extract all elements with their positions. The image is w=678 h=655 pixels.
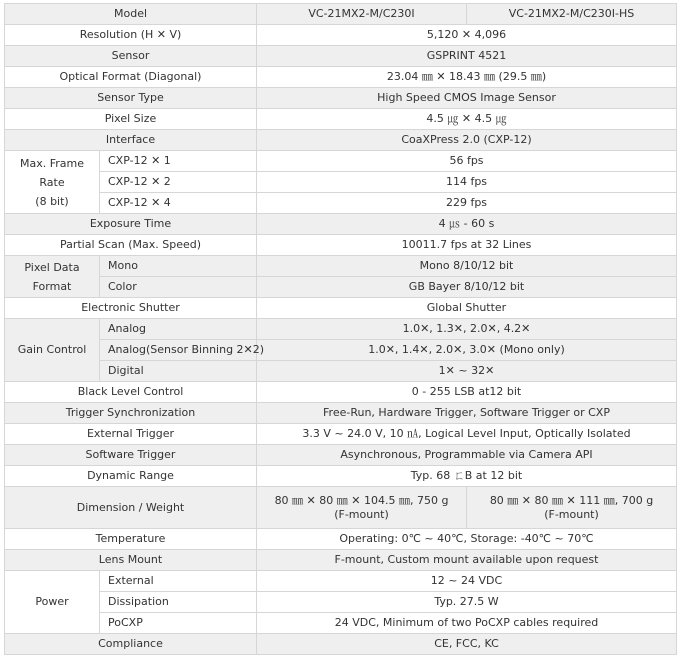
pixel-format-sub: Color bbox=[100, 277, 257, 298]
frame-rate-label-line2: (8 bit) bbox=[35, 194, 69, 208]
dimension-value-1 bbox=[257, 487, 467, 529]
gain-sub: Analog bbox=[100, 319, 257, 340]
pixel-format-sub: Mono bbox=[100, 256, 257, 277]
row-sensor-type bbox=[5, 88, 677, 109]
trigger-sync-label: Trigger Synchronization bbox=[5, 403, 257, 424]
row-black-level bbox=[5, 382, 677, 403]
power-label: Power bbox=[5, 571, 100, 634]
sensor-type-label: Sensor Type bbox=[5, 88, 257, 109]
frame-rate-label-line1: Max. Frame Rate bbox=[19, 156, 84, 189]
power-sub: External bbox=[100, 571, 257, 592]
frame-rate-label bbox=[5, 151, 100, 214]
power-sub: Dissipation bbox=[100, 592, 257, 613]
row-shutter bbox=[5, 298, 677, 319]
gain-label: Gain Control bbox=[5, 319, 100, 382]
frame-rate-sub: CXP-12 ✕ 2 bbox=[100, 172, 257, 193]
exposure-value: 4 ㎲ - 60 s bbox=[257, 214, 677, 235]
dimension-value-2-line1: 80 ㎜ ✕ 80 ㎜ ✕ 111 ㎜, 700 g bbox=[489, 493, 654, 507]
row-software-trigger bbox=[5, 445, 677, 466]
row-pixel-format-1 bbox=[5, 256, 677, 277]
frame-rate-sub: CXP-12 ✕ 4 bbox=[100, 193, 257, 214]
temperature-label: Temperature bbox=[5, 529, 257, 550]
model-label: Model bbox=[5, 4, 257, 25]
sensor-label: Sensor bbox=[5, 46, 257, 67]
compliance-label: Compliance bbox=[5, 634, 257, 655]
row-trigger-sync bbox=[5, 403, 677, 424]
optical-format-label: Optical Format (Diagonal) bbox=[5, 67, 257, 88]
row-power-1 bbox=[5, 571, 677, 592]
pixel-format-value: Mono 8/10/12 bit bbox=[257, 256, 677, 277]
row-lens-mount bbox=[5, 550, 677, 571]
external-trigger-value: 3.3 V ~ 24.0 V, 10 ㎁, Logical Level Input, Optically Isolated bbox=[257, 424, 677, 445]
dimension-value-1-line2: (F-mount) bbox=[334, 507, 389, 521]
spec-table bbox=[4, 3, 677, 655]
software-trigger-value: Asynchronous, Programmable via Camera API bbox=[257, 445, 677, 466]
trigger-sync-value: Free-Run, Hardware Trigger, Software Trigger or CXP bbox=[257, 403, 677, 424]
lens-mount-value: F-mount, Custom mount available upon request bbox=[257, 550, 677, 571]
frame-rate-value: 229 fps bbox=[257, 193, 677, 214]
row-interface bbox=[5, 130, 677, 151]
row-external-trigger bbox=[5, 424, 677, 445]
row-gain-2 bbox=[5, 340, 677, 361]
row-compliance bbox=[5, 634, 677, 655]
shutter-value: Global Shutter bbox=[257, 298, 677, 319]
row-optical-format bbox=[5, 67, 677, 88]
dimension-value-2 bbox=[467, 487, 677, 529]
row-resolution bbox=[5, 25, 677, 46]
pixel-format-label-line2: Format bbox=[32, 279, 72, 293]
pixel-format-value: GB Bayer 8/10/12 bit bbox=[257, 277, 677, 298]
row-gain-3 bbox=[5, 361, 677, 382]
gain-sub: Digital bbox=[100, 361, 257, 382]
frame-rate-sub: CXP-12 ✕ 1 bbox=[100, 151, 257, 172]
dynamic-range-label: Dynamic Range bbox=[5, 466, 257, 487]
row-pixel-size bbox=[5, 109, 677, 130]
black-level-value: 0 - 255 LSB at12 bit bbox=[257, 382, 677, 403]
gain-value: 1.0✕, 1.3✕, 2.0✕, 4.2✕ bbox=[257, 319, 677, 340]
optical-format-value: 23.04 ㎜ ✕ 18.43 ㎜ (29.5 ㎜) bbox=[257, 67, 677, 88]
external-trigger-label: External Trigger bbox=[5, 424, 257, 445]
row-power-3 bbox=[5, 613, 677, 634]
model-value-1: VC-21MX2-M/C230I bbox=[257, 4, 467, 25]
temperature-value: Operating: 0℃ ~ 40℃, Storage: -40℃ ~ 70℃ bbox=[257, 529, 677, 550]
black-level-label: Black Level Control bbox=[5, 382, 257, 403]
dimension-value-1-line1: 80 ㎜ ✕ 80 ㎜ ✕ 104.5 ㎜, 750 g bbox=[274, 493, 449, 507]
compliance-value: CE, FCC, KC bbox=[257, 634, 677, 655]
row-sensor bbox=[5, 46, 677, 67]
interface-label: Interface bbox=[5, 130, 257, 151]
gain-value: 1.0✕, 1.4✕, 2.0✕, 3.0✕ (Mono only) bbox=[257, 340, 677, 361]
pixel-format-label bbox=[5, 256, 100, 298]
interface-value: CoaXPress 2.0 (CXP-12) bbox=[257, 130, 677, 151]
power-value: 24 VDC, Minimum of two PoCXP cables required bbox=[257, 613, 677, 634]
row-temperature bbox=[5, 529, 677, 550]
pixel-format-label-line1: Pixel Data bbox=[24, 260, 80, 274]
sensor-type-value: High Speed CMOS Image Sensor bbox=[257, 88, 677, 109]
row-frame-rate-3 bbox=[5, 193, 677, 214]
row-exposure bbox=[5, 214, 677, 235]
power-value: Typ. 27.5 W bbox=[257, 592, 677, 613]
power-sub: PoCXP bbox=[100, 613, 257, 634]
row-dynamic-range bbox=[5, 466, 677, 487]
row-power-2 bbox=[5, 592, 677, 613]
resolution-value: 5,120 ✕ 4,096 bbox=[257, 25, 677, 46]
dimension-value-2-line2: (F-mount) bbox=[544, 507, 599, 521]
row-dimension bbox=[5, 487, 677, 529]
partial-scan-label: Partial Scan (Max. Speed) bbox=[5, 235, 257, 256]
row-model bbox=[5, 4, 677, 25]
lens-mount-label: Lens Mount bbox=[5, 550, 257, 571]
dimension-label: Dimension / Weight bbox=[5, 487, 257, 529]
sensor-value: GSPRINT 4521 bbox=[257, 46, 677, 67]
dynamic-range-value: Typ. 68 ㄈB at 12 bit bbox=[257, 466, 677, 487]
row-pixel-format-2 bbox=[5, 277, 677, 298]
partial-scan-value: 10011.7 fps at 32 Lines bbox=[257, 235, 677, 256]
frame-rate-value: 56 fps bbox=[257, 151, 677, 172]
shutter-label: Electronic Shutter bbox=[5, 298, 257, 319]
frame-rate-value: 114 fps bbox=[257, 172, 677, 193]
exposure-label: Exposure Time bbox=[5, 214, 257, 235]
pixel-size-label: Pixel Size bbox=[5, 109, 257, 130]
row-gain-1 bbox=[5, 319, 677, 340]
model-value-2: VC-21MX2-M/C230I-HS bbox=[467, 4, 677, 25]
gain-value: 1✕ ~ 32✕ bbox=[257, 361, 677, 382]
row-frame-rate-2 bbox=[5, 172, 677, 193]
software-trigger-label: Software Trigger bbox=[5, 445, 257, 466]
pixel-size-value: 4.5 ㎍ ✕ 4.5 ㎍ bbox=[257, 109, 677, 130]
row-frame-rate-1 bbox=[5, 151, 677, 172]
resolution-label: Resolution (H ✕ V) bbox=[5, 25, 257, 46]
row-partial-scan bbox=[5, 235, 677, 256]
power-value: 12 ~ 24 VDC bbox=[257, 571, 677, 592]
gain-sub: Analog(Sensor Binning 2✕2) bbox=[100, 340, 257, 361]
